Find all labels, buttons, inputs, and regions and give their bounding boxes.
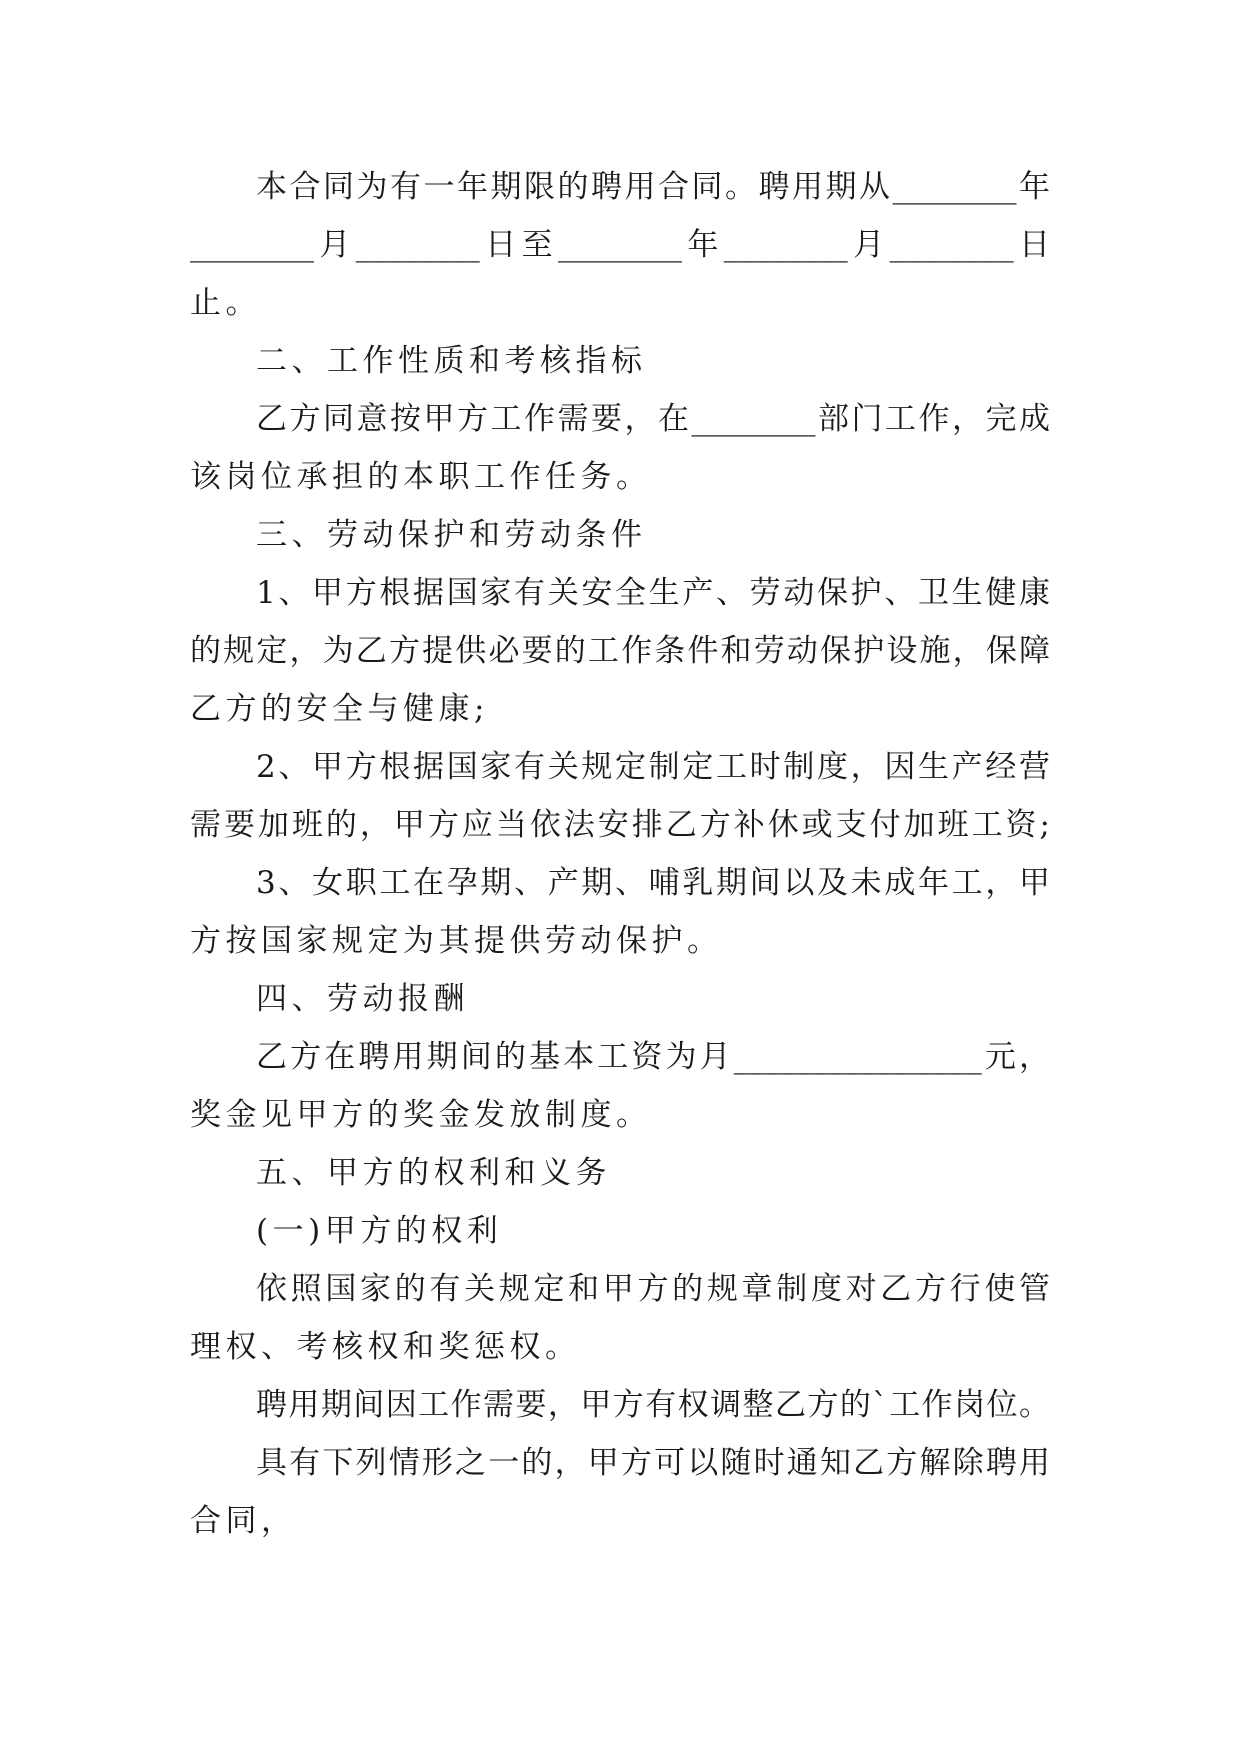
text-line: 需要加班的，甲方应当依法安排乙方补休或支付加班工资;	[190, 807, 1050, 843]
text-line: 2、甲方根据国家有关规定制定工时制度，因生产经营	[256, 749, 1050, 785]
text-line: 乙方同意按甲方工作需要，在________部门工作，完成	[256, 401, 1050, 437]
text-line: 依照国家的有关规定和甲方的规章制度对乙方行使管	[256, 1271, 1050, 1307]
text-line: 二、工作性质和考核指标	[256, 343, 647, 379]
text-line: ________月________日至________年________月________日	[190, 227, 1050, 263]
text-line: 1、甲方根据国家有关安全生产、劳动保护、卫生健康	[256, 575, 1050, 611]
text-line: 该岗位承担的本职工作任务。	[190, 459, 652, 495]
text-line: 乙方在聘用期间的基本工资为月________________元，	[256, 1039, 1050, 1075]
text-line: 四、劳动报酬	[256, 981, 469, 1017]
text-line: 乙方的安全与健康;	[190, 691, 489, 727]
text-line: 奖金见甲方的奖金发放制度。	[190, 1097, 652, 1133]
text-line: 三、劳动保护和劳动条件	[256, 517, 647, 553]
document-page	[190, 158, 1050, 1550]
text-line: 具有下列情形之一的，甲方可以随时通知乙方解除聘用	[256, 1445, 1050, 1481]
text-line: 五、甲方的权利和义务	[256, 1155, 611, 1191]
text-line: 理权、考核权和奖惩权。	[190, 1329, 581, 1365]
text-line: 聘用期间因工作需要，甲方有权调整乙方的`工作岗位。	[256, 1387, 1050, 1423]
text-line: 3、女职工在孕期、产期、哺乳期间以及未成年工，甲	[256, 865, 1050, 901]
text-line: 合同，	[190, 1503, 297, 1539]
text-line: 止。	[190, 285, 261, 321]
text-line: 方按国家规定为其提供劳动保护。	[190, 923, 723, 959]
text-line: 本合同为有一年期限的聘用合同。聘用期从________年	[256, 169, 1050, 205]
text-line: (一)甲方的权利	[256, 1213, 503, 1249]
text-line: 的规定，为乙方提供必要的工作条件和劳动保护设施，保障	[190, 633, 1050, 669]
